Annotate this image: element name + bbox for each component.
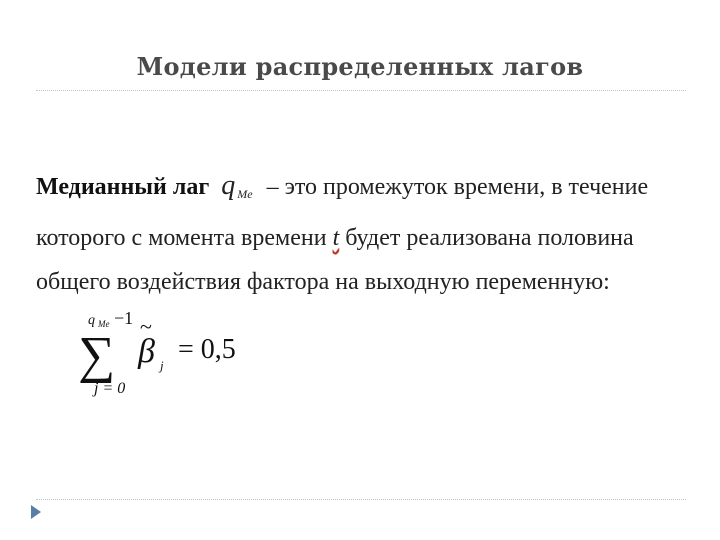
symbol-q: q: [221, 170, 236, 201]
definition-paragraph: [36, 164, 676, 304]
upper-limit-sub: Me: [98, 319, 110, 329]
beta-symbol: β: [138, 333, 155, 370]
formula-rhs: = 0,5: [178, 334, 236, 365]
beta-subscript: j: [160, 358, 164, 373]
slide-title: Модели распределенных лагов: [136, 52, 584, 81]
symbol-sub: Me: [237, 187, 253, 201]
definition-text-1: – это промежуток времени, в течение которого с момента времени: [36, 174, 649, 251]
upper-limit-rest: −1: [114, 308, 134, 328]
beta-tilde: ~: [140, 314, 152, 339]
sum-formula: [70, 300, 290, 410]
sigma-symbol: ∑: [78, 327, 116, 384]
definition-text-2: будет реализована половина общего воздействия фактора на выходную переменную:: [36, 225, 634, 295]
variable-t: t: [332, 225, 340, 251]
term-label: Медианный лаг: [36, 174, 210, 200]
upper-limit-q: q: [88, 313, 95, 328]
median-lag-symbol: [221, 164, 252, 216]
lower-limit: j = 0: [94, 380, 126, 397]
next-slide-arrow-icon[interactable]: [30, 504, 42, 524]
bottom-divider: [36, 499, 686, 500]
top-divider: [36, 90, 686, 91]
